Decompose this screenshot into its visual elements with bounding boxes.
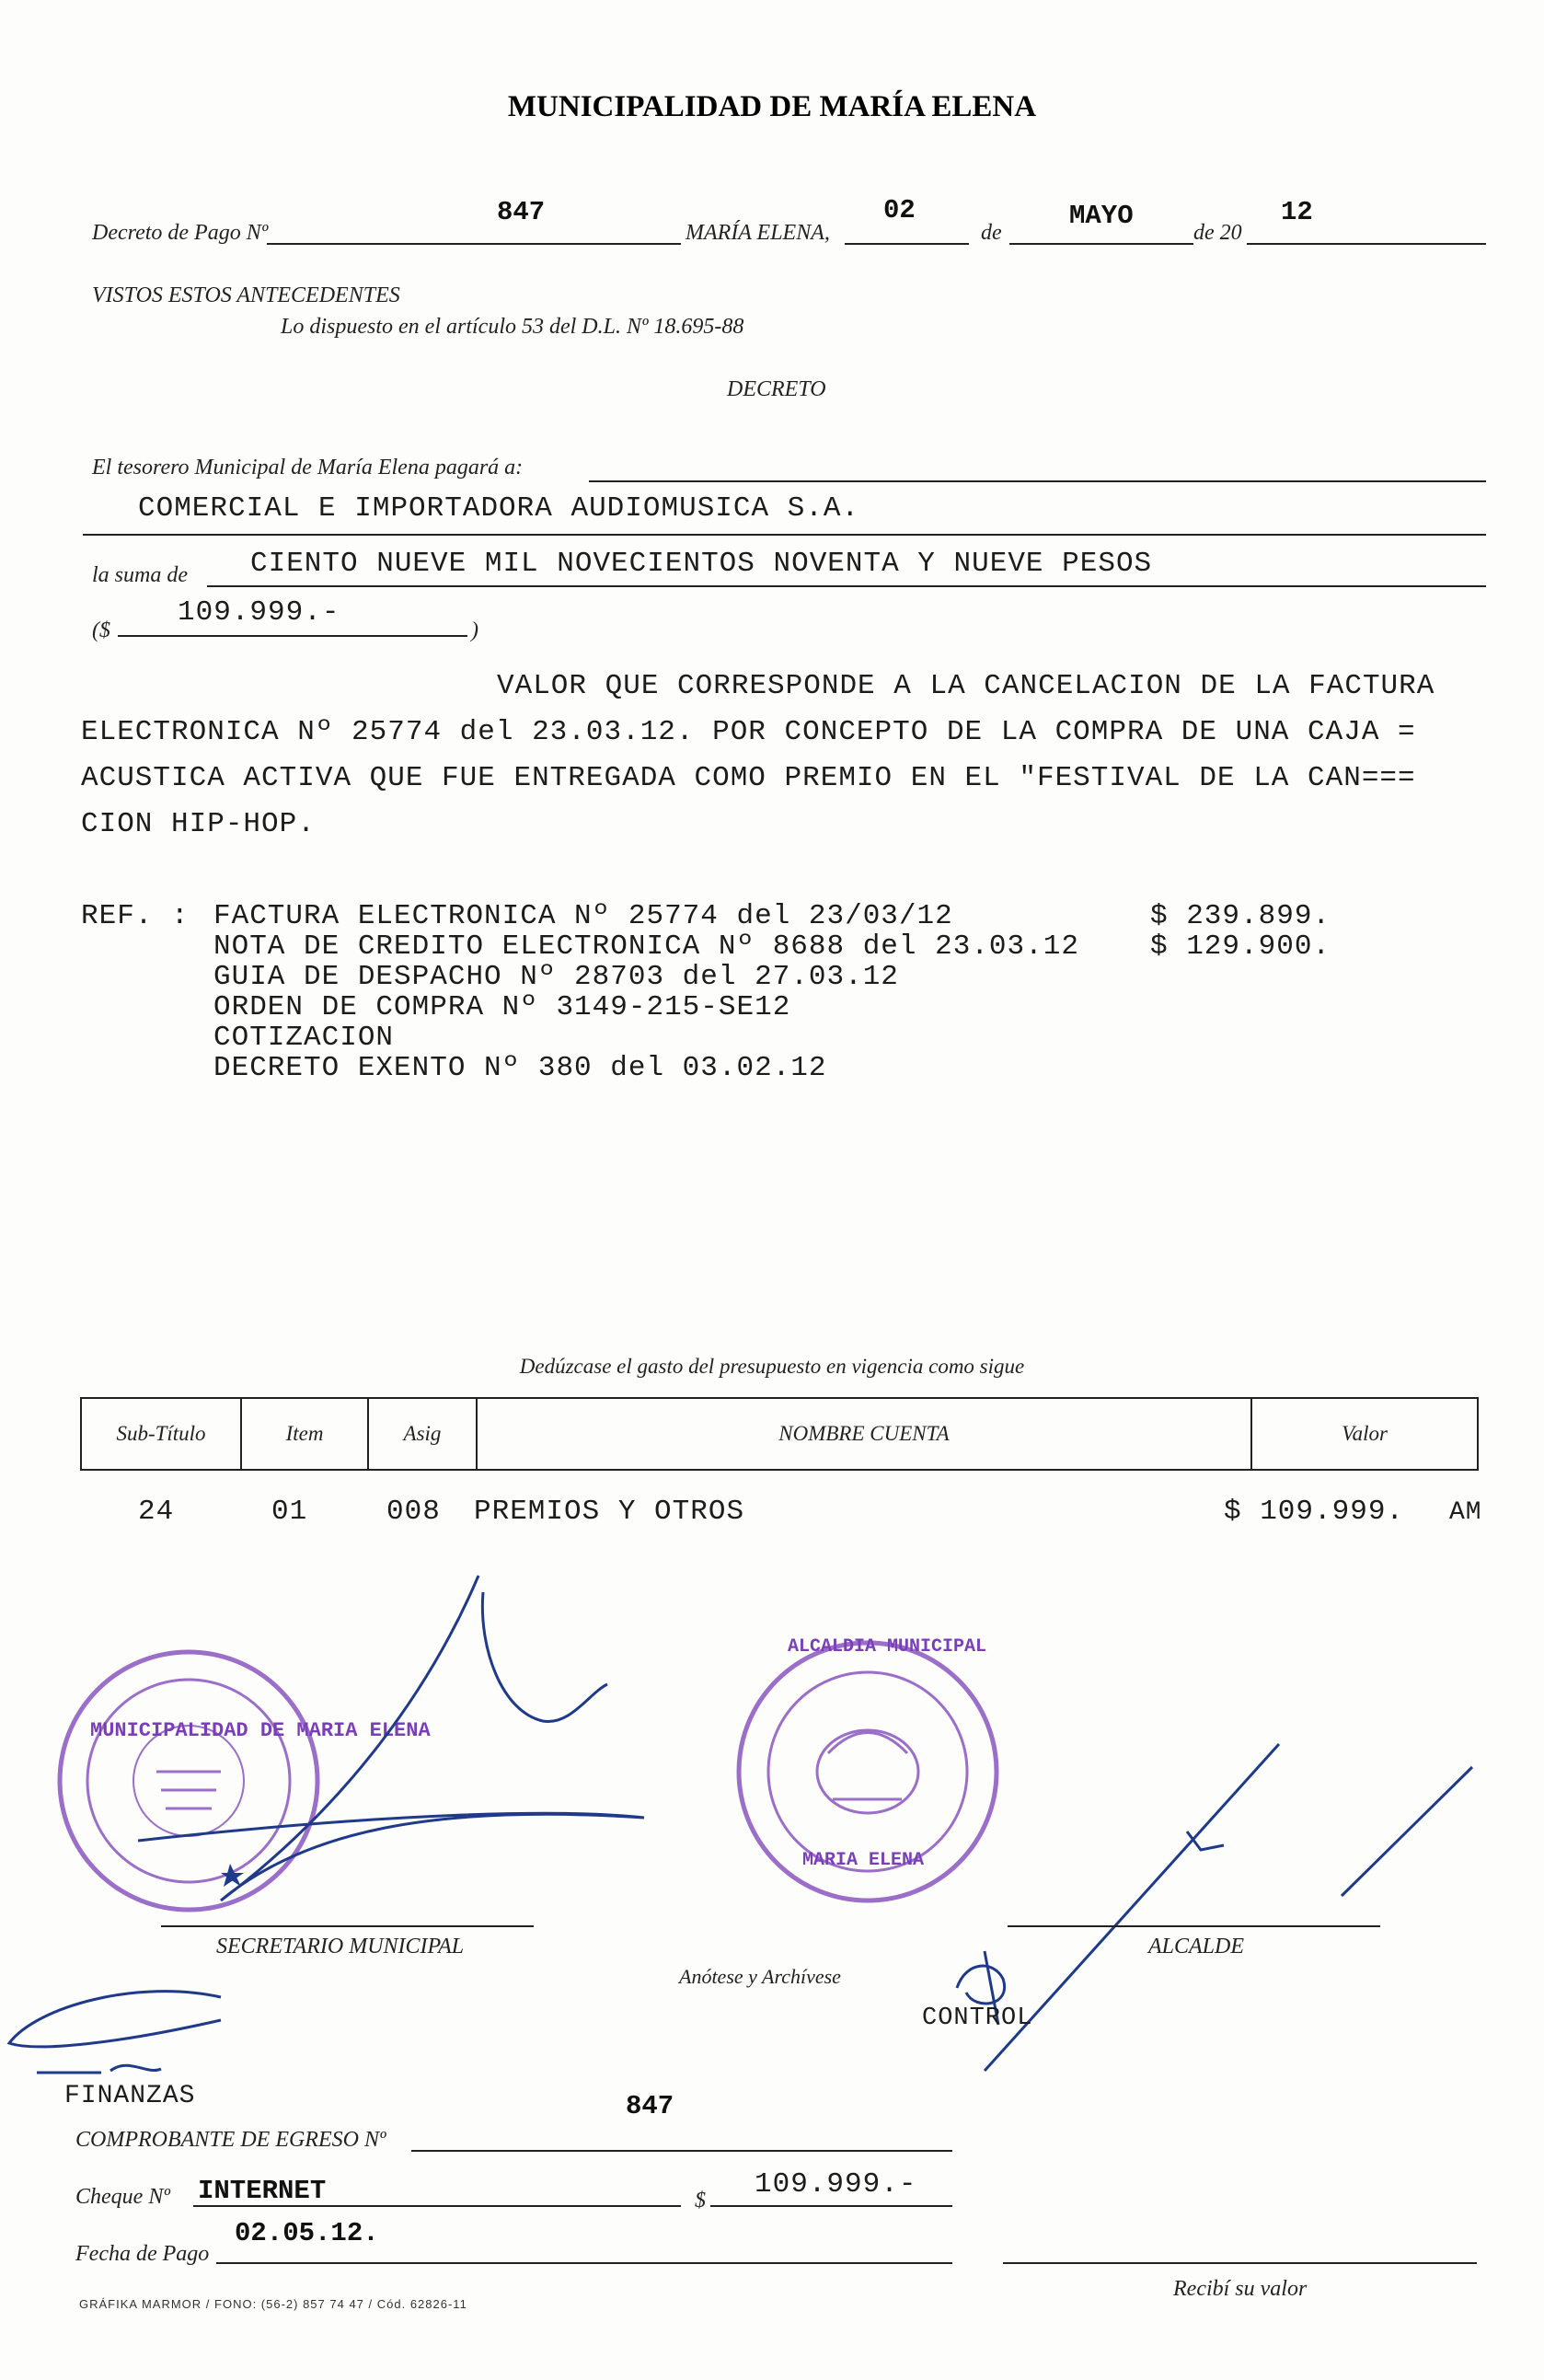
year-label: de 20 bbox=[1193, 221, 1242, 245]
control-label: CONTROL bbox=[922, 2005, 1033, 2032]
antecedents-text: Lo dispuesto en el artículo 53 del D.L. Nº 18.695-88 bbox=[281, 315, 744, 339]
fecha-line bbox=[216, 2262, 952, 2264]
treasurer-label: El tesorero Municipal de María Elena pagará a: bbox=[92, 456, 524, 479]
amount-close: ) bbox=[471, 618, 478, 642]
alcalde-line bbox=[1008, 1925, 1380, 1927]
decree-number-label: Decreto de Pago Nº bbox=[92, 221, 269, 245]
place-label: MARÍA ELENA, bbox=[686, 221, 830, 245]
ref-item-1: FACTURA ELECTRONICA Nº 25774 del 23/03/12 bbox=[213, 900, 953, 932]
recibi-line bbox=[1003, 2262, 1477, 2264]
row-subtitulo: 24 bbox=[138, 1496, 175, 1528]
ref-item-2: NOTA DE CREDITO ELECTRONICA Nº 8688 del 23.03.12 bbox=[213, 930, 1079, 963]
ref-label: REF. : bbox=[81, 900, 190, 932]
concept-line-1: VALOR QUE CORRESPONDE A LA CANCELACION DE LA FACTURA bbox=[497, 670, 1435, 702]
header-asig: Asig bbox=[368, 1398, 477, 1470]
amount-open: ($ bbox=[92, 618, 110, 642]
secretary-line bbox=[161, 1925, 534, 1927]
finanzas-label: FINANZAS bbox=[64, 2082, 196, 2110]
row-asig: 008 bbox=[386, 1496, 441, 1528]
comprobante-line bbox=[411, 2150, 952, 2152]
page-title: MUNICIPALIDAD DE MARÍA ELENA bbox=[507, 90, 1037, 123]
secretary-label: SECRETARIO MUNICIPAL bbox=[216, 1935, 465, 1958]
sum-in-words: CIENTO NUEVE MIL NOVECIENTOS NOVENTA Y NUEVE PESOS bbox=[250, 548, 1153, 580]
ref-item-4: ORDEN DE COMPRA Nº 3149-215-SE12 bbox=[213, 991, 791, 1023]
recibi-label: Recibí su valor bbox=[1173, 2277, 1308, 2301]
header-valor: Valor bbox=[1251, 1398, 1478, 1470]
fecha-value: 02.05.12. bbox=[235, 2218, 379, 2248]
secretary-signature bbox=[138, 1576, 644, 1901]
egreso-amount-line bbox=[710, 2205, 952, 2207]
stamp-right-bottom-text: MARIA ELENA bbox=[802, 1850, 925, 1871]
stamp-left-text: MUNICIPALIDAD DE MARIA ELENA bbox=[90, 1719, 431, 1742]
decree-number: 847 bbox=[497, 197, 546, 227]
printer-footer: GRÁFIKA MARMOR / FONO: (56-2) 857 74 47 / Cód. 62826-11 bbox=[79, 2297, 467, 2311]
alcalde-signature bbox=[985, 1744, 1472, 2071]
cheque-label: Cheque Nº bbox=[75, 2185, 170, 2209]
amount-figure: 109.999.- bbox=[178, 596, 340, 629]
concept-line-3: ACUSTICA ACTIVA QUE FUE ENTREGADA COMO PREMIO EN EL "FESTIVAL DE LA CAN=== bbox=[81, 762, 1416, 794]
municipal-stamp-left bbox=[60, 1652, 317, 1910]
fecha-label: Fecha de Pago bbox=[75, 2242, 210, 2266]
cheque-line bbox=[193, 2205, 681, 2207]
concept-line-2: ELECTRONICA Nº 25774 del 23.03.12. POR CONCEPTO DE LA COMPRA DE UNA CAJA = bbox=[81, 716, 1416, 748]
ref-item-6: DECRETO EXENTO Nº 380 del 03.02.12 bbox=[213, 1052, 827, 1084]
row-item: 01 bbox=[271, 1496, 308, 1528]
antecedents-heading: VISTOS ESTOS ANTECEDENTES bbox=[92, 283, 400, 307]
comprobante-number: 847 bbox=[626, 2091, 674, 2121]
header-subtitulo: Sub-Título bbox=[81, 1398, 241, 1470]
payee-name: COMERCIAL E IMPORTADORA AUDIOMUSICA S.A. bbox=[138, 492, 860, 525]
egreso-amount: 109.999.- bbox=[755, 2168, 917, 2201]
sum-label: la suma de bbox=[92, 563, 188, 587]
cheque-value: INTERNET bbox=[198, 2176, 327, 2206]
header-item: Item bbox=[241, 1398, 368, 1470]
row-cuenta: PREMIOS Y OTROS bbox=[474, 1496, 745, 1528]
stamp-right-top-text: ALCALDIA MUNICIPAL bbox=[788, 1636, 987, 1658]
dollar-label: $ bbox=[695, 2189, 706, 2212]
header-nombre-cuenta: NOMBRE CUENTA bbox=[477, 1398, 1251, 1470]
ref-item-3: GUIA DE DESPACHO Nº 28703 del 27.03.12 bbox=[213, 961, 899, 993]
anotese-label: Anótese y Archívese bbox=[679, 1965, 841, 1988]
decree-year: 12 bbox=[1281, 197, 1313, 227]
comprobante-label: COMPROBANTE DE EGRESO Nº bbox=[75, 2128, 386, 2152]
concept-line-4: CION HIP-HOP. bbox=[81, 808, 316, 840]
ref-item-5: COTIZACION bbox=[213, 1022, 395, 1054]
municipal-stamp-right bbox=[739, 1643, 997, 1901]
row-valor: $ 109.999. bbox=[1224, 1496, 1405, 1528]
row-initials: AM bbox=[1449, 1498, 1482, 1527]
alcalde-label: ALCALDE bbox=[1148, 1935, 1245, 1958]
decree-day: 02 bbox=[883, 195, 916, 225]
budget-caption: Dedúzcase el gasto del presupuesto en vigencia como sigue bbox=[519, 1355, 1025, 1378]
decreto-heading: DECRETO bbox=[727, 377, 826, 401]
ref-amount-1: $ 239.899. bbox=[1150, 900, 1331, 932]
ref-amount-2: $ 129.900. bbox=[1150, 930, 1331, 963]
de-label: de bbox=[981, 221, 1002, 245]
finanzas-signature bbox=[9, 1992, 221, 2073]
decree-month: MAYO bbox=[1069, 201, 1134, 231]
